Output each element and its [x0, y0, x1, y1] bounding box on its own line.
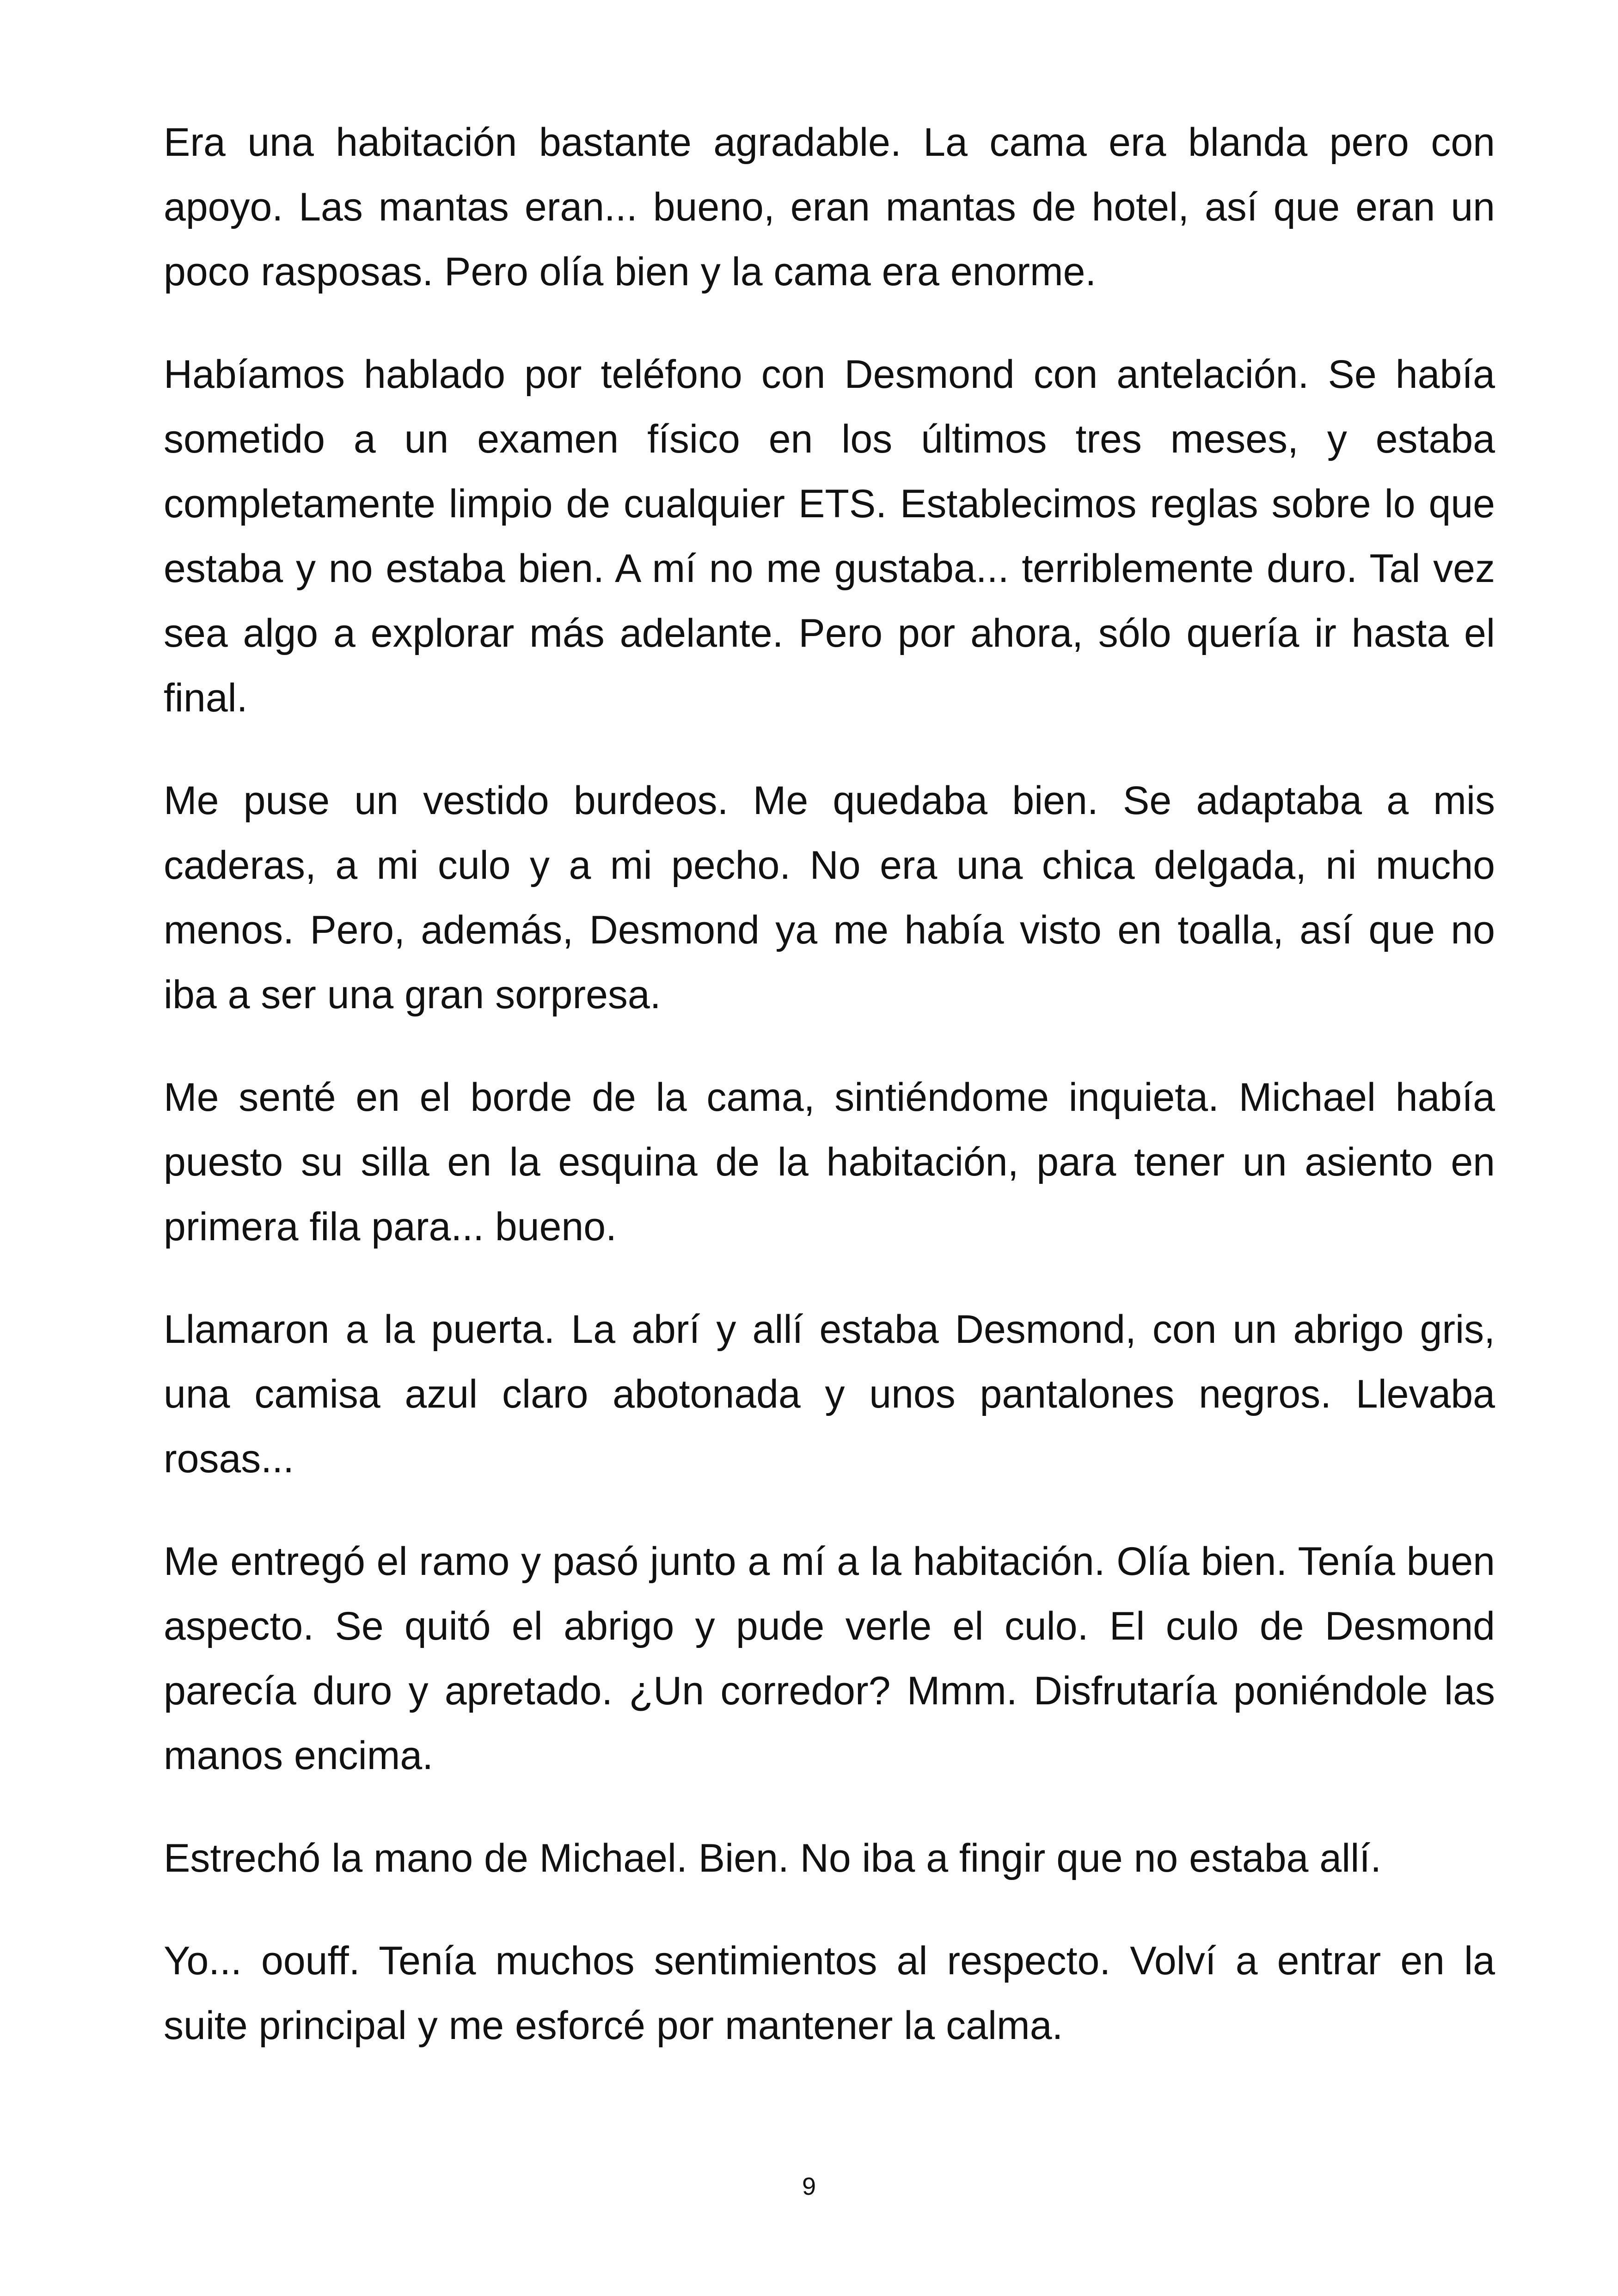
paragraph-8: Yo... oouff. Tenía muchos sentimientos al respecto. Volví a entrar en la suite principal y me esforcé por mantener la calma. — [164, 1939, 1495, 2048]
paragraph-1: Era una habitación bastante agradable. La cama era blanda pero con apoyo. Las mantas eran... bueno, eran mantas de hotel, así que eran un poco rasposas. Pero olía bien y la cama era enorme. — [164, 120, 1495, 294]
paragraph-7: Estrechó la mano de Michael. Bien. No iba a fingir que no estaba allí. — [164, 1836, 1382, 1880]
paragraph-5: Llamaron a la puerta. La abrí y allí estaba Desmond, con un abrigo gris, una camisa azul claro abotonada y unos pantalones negros. Llevaba rosas... — [164, 1307, 1495, 1481]
paragraph-2: Habíamos hablado por teléfono con Desmond con antelación. Se había sometido a un examen físico en los últimos tres meses, y estaba completamente limpio de cualquier ETS. Establecimos reglas sobre lo que estaba y no estaba bien. A mí no me gustaba... terriblemente duro. Tal vez sea algo a explorar más adelante. Pero por ahora, sólo quería ir hasta el final. — [164, 352, 1495, 720]
paragraph-4: Me senté en el borde de la cama, sintiéndome inquieta. Michael había puesto su silla en la esquina de la habitación, para tener un asiento en primera fila para... bueno. — [164, 1075, 1495, 1249]
paragraph-3: Me puse un vestido burdeos. Me quedaba bien. Se adaptaba a mis caderas, a mi culo y a mi pecho. No era una chica delgada, ni mucho menos. Pero, además, Desmond ya me había visto en toalla, así que no iba a ser una gran sorpresa. — [164, 778, 1495, 1017]
body-text — [164, 110, 1495, 2096]
paragraph-6: Me entregó el ramo y pasó junto a mí a la habitación. Olía bien. Tenía buen aspecto. Se quitó el abrigo y pude verle el culo. El culo de Desmond parecía duro y apretado. ¿Un corredor? Mmm. Disfrutaría poniéndole las manos encima. — [164, 1539, 1495, 1778]
page-number: 9 — [802, 2173, 816, 2200]
